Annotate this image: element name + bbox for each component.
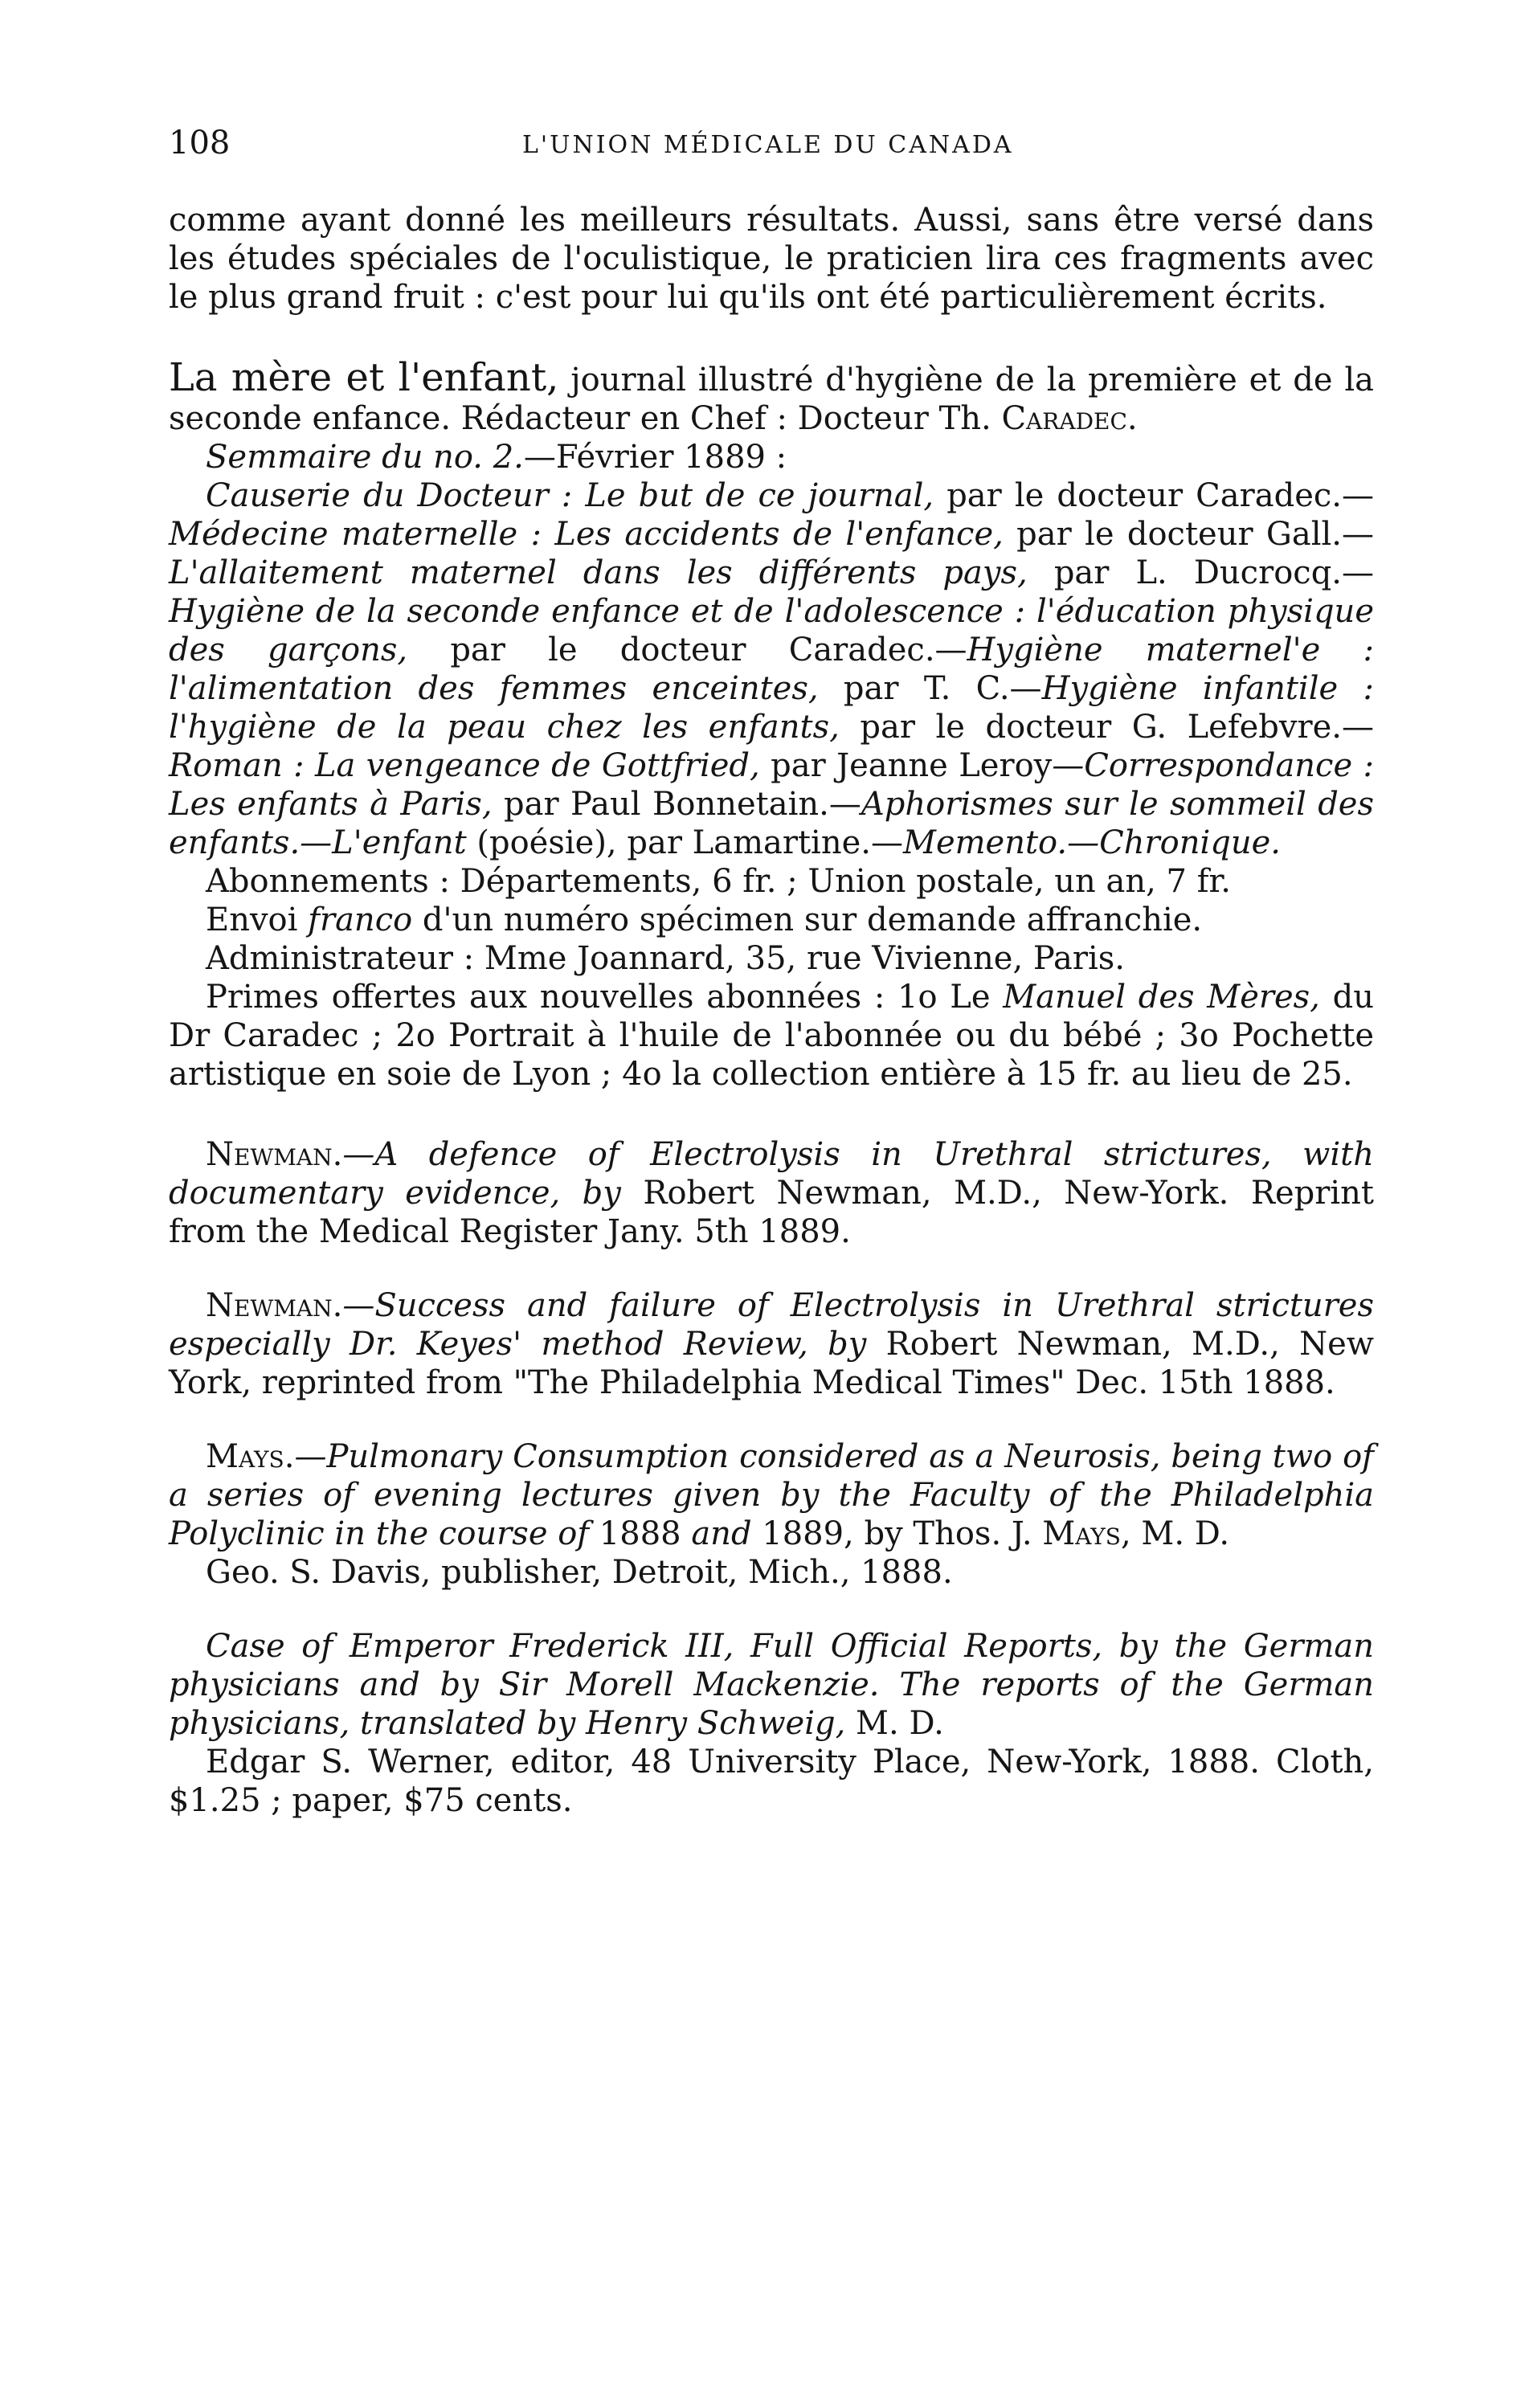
- newman2-rest: Robert Newman, M.D., New York, reprinted from "The Philadelphia Medical Times" Dec. 15th 1888.: [169, 1326, 1375, 1401]
- administrateur-line: Administrateur : Mme Joannard, 35, rue Vivienne, Paris.: [206, 940, 1126, 977]
- contents-title-3: L'allaitement maternel dans les différents pays,: [169, 554, 1028, 591]
- contents-title-1: Causerie du Docteur : Le but de ce journal,: [206, 477, 934, 514]
- contents-author-9: (poésie), par Lamartine.—: [466, 824, 903, 861]
- contents-author-7: par Jeanne Leroy: [759, 747, 1053, 784]
- running-title: L'UNION MÉDICALE DU CANADA: [522, 131, 1014, 159]
- mays-year1: 1888: [589, 1515, 692, 1552]
- contents-author-4: par le docteur Caradec.—: [407, 632, 967, 668]
- newman1-rest: Robert Newman, M.D., New-York. Reprint from the Medical Register Jany. 5th 1889.: [169, 1175, 1374, 1250]
- page-number: 108: [169, 125, 231, 161]
- mays-author: Mays.: [206, 1438, 295, 1475]
- contents-title-4: Hygiène de la seconde enfance et de l'adolescence : l'éducation physique des garçons,: [169, 593, 1374, 668]
- envoi-post: d'un numéro spécimen sur demande affranchie.: [412, 901, 1203, 938]
- page-body: [169, 201, 1374, 1820]
- contents-title-7: Roman : La vengeance de Gottfried,: [169, 747, 760, 784]
- contents-title-5: Hygiène maternel'e : l'alimentation des femmes enceintes,: [169, 632, 1374, 707]
- frederick-entry: [169, 1627, 1374, 1743]
- mays-author2: Mays: [1042, 1515, 1121, 1552]
- frederick-title: Case of Emperor Frederick III, Full Official Reports, by the German physicians and by Sir Morell Mackenzie. The reports of the German physicians, translated by Henry Schweig,: [169, 1628, 1374, 1742]
- mere-enfant-entry: [169, 355, 1374, 438]
- journal-editor: Caradec.: [1001, 400, 1138, 437]
- contents-author-6: par le docteur G. Lefebvre.—: [839, 709, 1375, 746]
- journal-title: La mère et l'enfant,: [169, 355, 559, 400]
- contents-author-5: par T. C.—: [818, 670, 1042, 707]
- envoi-pre: Envoi: [206, 901, 309, 938]
- newman2-title: —Success and failure of Electrolysis in Urethral strictures especially Dr. Keyes' method Review, by: [169, 1287, 1374, 1363]
- sommaire-contents: [169, 476, 1374, 862]
- envoi-line: [169, 901, 1374, 939]
- page-header: [169, 125, 1374, 173]
- journal-description: journal illustré d'hygiène de la première et de la seconde enfance. Rédacteur en Chef : Docteur Th.: [169, 362, 1374, 437]
- intro-paragraph: comme ayant donné les meilleurs résultats. Aussi, sans être versé dans les études spéciales de l'oculistique, le praticien lira ces fragments avec le plus grand fruit : c'est pour lui qu'ils ont été particulièrement écrits.: [169, 202, 1374, 316]
- mays-publisher: Geo. S. Davis, publisher, Detroit, Mich., 1888.: [206, 1554, 953, 1591]
- contents-title-10: Memento.—Chronique.: [902, 824, 1282, 861]
- envoi-franco: franco: [308, 901, 413, 938]
- newman1-title: —A defence of Electrolysis in Urethral strictures, with documentary evidence, by: [169, 1136, 1374, 1212]
- contents-title-6: Hygiène infantile : l'hygiène de la peau chez les enfants,: [169, 670, 1374, 746]
- primes-paragraph: [169, 978, 1374, 1094]
- contents-title-2: Médecine maternelle : Les accidents de l'enfance,: [169, 516, 1004, 553]
- frederick-rest: M. D.: [845, 1705, 944, 1742]
- sommaire-label: Semmaire du no. 2.: [206, 439, 524, 476]
- contents-author-1: par le docteur Caradec.—: [934, 477, 1374, 514]
- contents-title-9: Aphorismes sur le sommeil des enfants.—L'enfant: [169, 786, 1375, 861]
- contents-author-3: par L. Ducrocq.—: [1027, 554, 1375, 591]
- mays-year2: 1889, by Thos. J.: [751, 1515, 1043, 1552]
- sommaire-line: [169, 438, 1374, 476]
- mays-and: and: [691, 1515, 752, 1552]
- mays-md: , M. D.: [1120, 1515, 1230, 1552]
- mays-title: —Pulmonary Consumption considered as a Neurosis, being two of a series of evening lectures given by the Faculty of the Philadelphia Polyclinic in the course of: [169, 1438, 1374, 1552]
- abonnements-line: Abonnements : Départements, 6 fr. ; Union postale, un an, 7 fr.: [206, 863, 1231, 900]
- frederick-publisher: Edgar S. Werner, editor, 48 University Place, New-York, 1888. Cloth, $1.25 ; paper, $75 cents.: [169, 1744, 1374, 1819]
- newman-defence-entry: [169, 1135, 1374, 1251]
- primes-pre: Primes offertes aux nouvelles abonnées : 1o Le: [206, 979, 1004, 1016]
- newman2-author: Newman.: [206, 1287, 343, 1324]
- primes-manuel: Manuel des Mères,: [1003, 979, 1320, 1016]
- newman-success-entry: [169, 1286, 1374, 1402]
- sommaire-date: —Février 1889 :: [523, 439, 787, 476]
- mays-entry: [169, 1437, 1374, 1553]
- newman1-author: Newman.: [206, 1136, 343, 1173]
- contents-author-2: par le docteur Gall.—: [1003, 516, 1374, 553]
- contents-author-8: par Paul Bonnetain.—: [492, 786, 861, 823]
- primes-post: du Dr Caradec ; 2o Portrait à l'huile de l'abonnée ou du bébé ; 3o Pochette artistique en soie de Lyon ; 4o la collection entière à 15 fr. au lieu de 25.: [169, 979, 1374, 1093]
- contents-title-8: —Correspondance : Les enfants à Paris,: [169, 747, 1374, 823]
